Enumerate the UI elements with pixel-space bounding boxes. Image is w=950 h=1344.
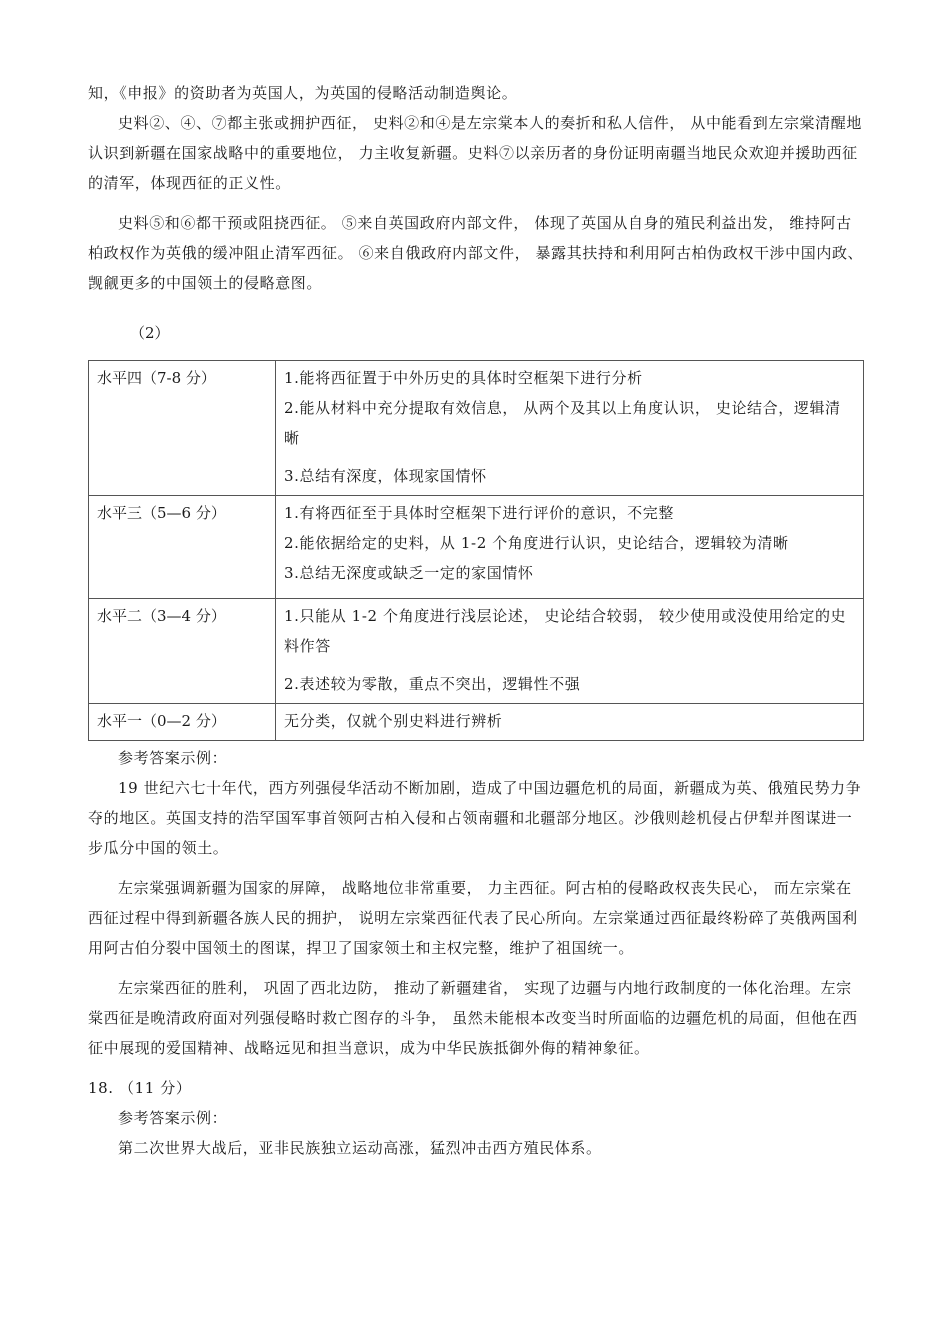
rubric-criterion: 2.表述较为零散，重点不突出，逻辑性不强 bbox=[284, 675, 581, 693]
intro-line: 知，《申报》的资助者为英国人，为英国的侵略活动制造舆论。 bbox=[88, 84, 518, 102]
document-page bbox=[88, 78, 864, 1163]
rubric-criterion: 1.只能从 1-2 个角度进行浅层论述， 史论结合较弱， 较少使用或没使用给定的史料作答 bbox=[284, 607, 847, 655]
rubric-criterion: 3.总结有深度，体现家国情怀 bbox=[284, 467, 487, 485]
part-2-label: （2） bbox=[130, 324, 170, 342]
answer-paragraph-significance: 左宗棠西征的胜利， 巩固了西北边防， 推动了新疆建省， 实现了边疆与内地行政制度的一体化治理。左宗棠西征是晚清政府面对列强侵略时救亡图存的斗争， 虽然未能根本改变当时所面临的边疆危机的局面，但他在西征中展现的爱国精神、战略远见和担当意识，成为中华民族抵御外侮的精神象征。 bbox=[88, 979, 858, 1057]
rubric-criterion: 1.有将西征至于具体时空框架下进行评价的意识，不完整 bbox=[284, 504, 674, 522]
question-18-answer-line: 第二次世界大战后，亚非民族独立运动高涨，猛烈冲击西方殖民体系。 bbox=[118, 1139, 602, 1157]
question-18-label: 18. （11 分） bbox=[88, 1079, 192, 1097]
rubric-criterion: 无分类，仅就个别史料进行辨析 bbox=[284, 712, 503, 730]
rubric-level-label: 水平二（3—4 分） bbox=[89, 599, 276, 704]
reference-answer-label: 参考答案示例： bbox=[118, 749, 228, 767]
rubric-criterion: 3.总结无深度或缺乏一定的家国情怀 bbox=[284, 564, 534, 582]
rubric-level-label: 水平四（7-8 分） bbox=[89, 361, 276, 496]
rubric-criteria bbox=[276, 361, 864, 496]
rubric-criteria bbox=[276, 496, 864, 599]
rubric-criterion: 1.能将西征置于中外历史的具体时空框架下进行分析 bbox=[284, 369, 643, 387]
rubric-criterion: 2.能依据给定的史料，从 1-2 个角度进行认识，史论结合，逻辑较为清晰 bbox=[284, 534, 789, 552]
rubric-level-label: 水平一（0—2 分） bbox=[89, 704, 276, 741]
rubric-row-level-4 bbox=[89, 361, 864, 496]
rubric-level-label: 水平三（5—6 分） bbox=[89, 496, 276, 599]
answer-paragraph-background: 19 世纪六七十年代，西方列强侵华活动不断加剧，造成了中国边疆危机的局面，新疆成为英、俄殖民势力争夺的地区。英国支持的浩罕国军事首领阿古柏入侵和占领南疆和北疆部分地区。沙俄则趁机侵占伊犁并图谋进一步瓜分中国的领土。 bbox=[88, 779, 862, 857]
rubric-criteria bbox=[276, 704, 864, 741]
rubric-criteria bbox=[276, 599, 864, 704]
rubric-criterion: 2.能从材料中充分提取有效信息， 从两个及其以上角度认识， 史论结合，逻辑清晰 bbox=[284, 399, 841, 447]
rubric-row-level-1 bbox=[89, 704, 864, 741]
paragraph-supporting-sources: 史料②、④、⑦都主张或拥护西征， 史料②和④是左宗棠本人的奏折和私人信件， 从中能看到左宗棠清醒地认识到新疆在国家战略中的重要地位， 力主收复新疆。史料⑦以亲历者的身份证明南疆当地民众欢迎并援助西征的清军，体现西征的正义性。 bbox=[88, 114, 862, 192]
rubric-row-level-3 bbox=[89, 496, 864, 599]
rubric-row-level-2 bbox=[89, 599, 864, 704]
paragraph-opposing-sources: 史料⑤和⑥都干预或阻挠西征。 ⑤来自英国政府内部文件， 体现了英国从自身的殖民利益出发， 维持阿古柏政权作为英俄的缓冲阻止清军西征。 ⑥来自俄政府内部文件， 暴露其扶持和利用阿古柏伪政权干涉中国内政、觊觎更多的中国领土的侵略意图。 bbox=[88, 214, 864, 292]
scoring-rubric-table bbox=[88, 360, 864, 741]
reference-answer-label-18: 参考答案示例： bbox=[118, 1109, 228, 1127]
answer-paragraph-expedition: 左宗棠强调新疆为国家的屏障， 战略地位非常重要， 力主西征。阿古柏的侵略政权丧失民心， 而左宗棠在西征过程中得到新疆各族人民的拥护， 说明左宗棠西征代表了民心所向。左宗棠通过西征最终粉碎了英俄两国利用阿古伯分裂中国领土的图谋，捍卫了国家领土和主权完整，维护了祖国统一。 bbox=[88, 879, 858, 957]
